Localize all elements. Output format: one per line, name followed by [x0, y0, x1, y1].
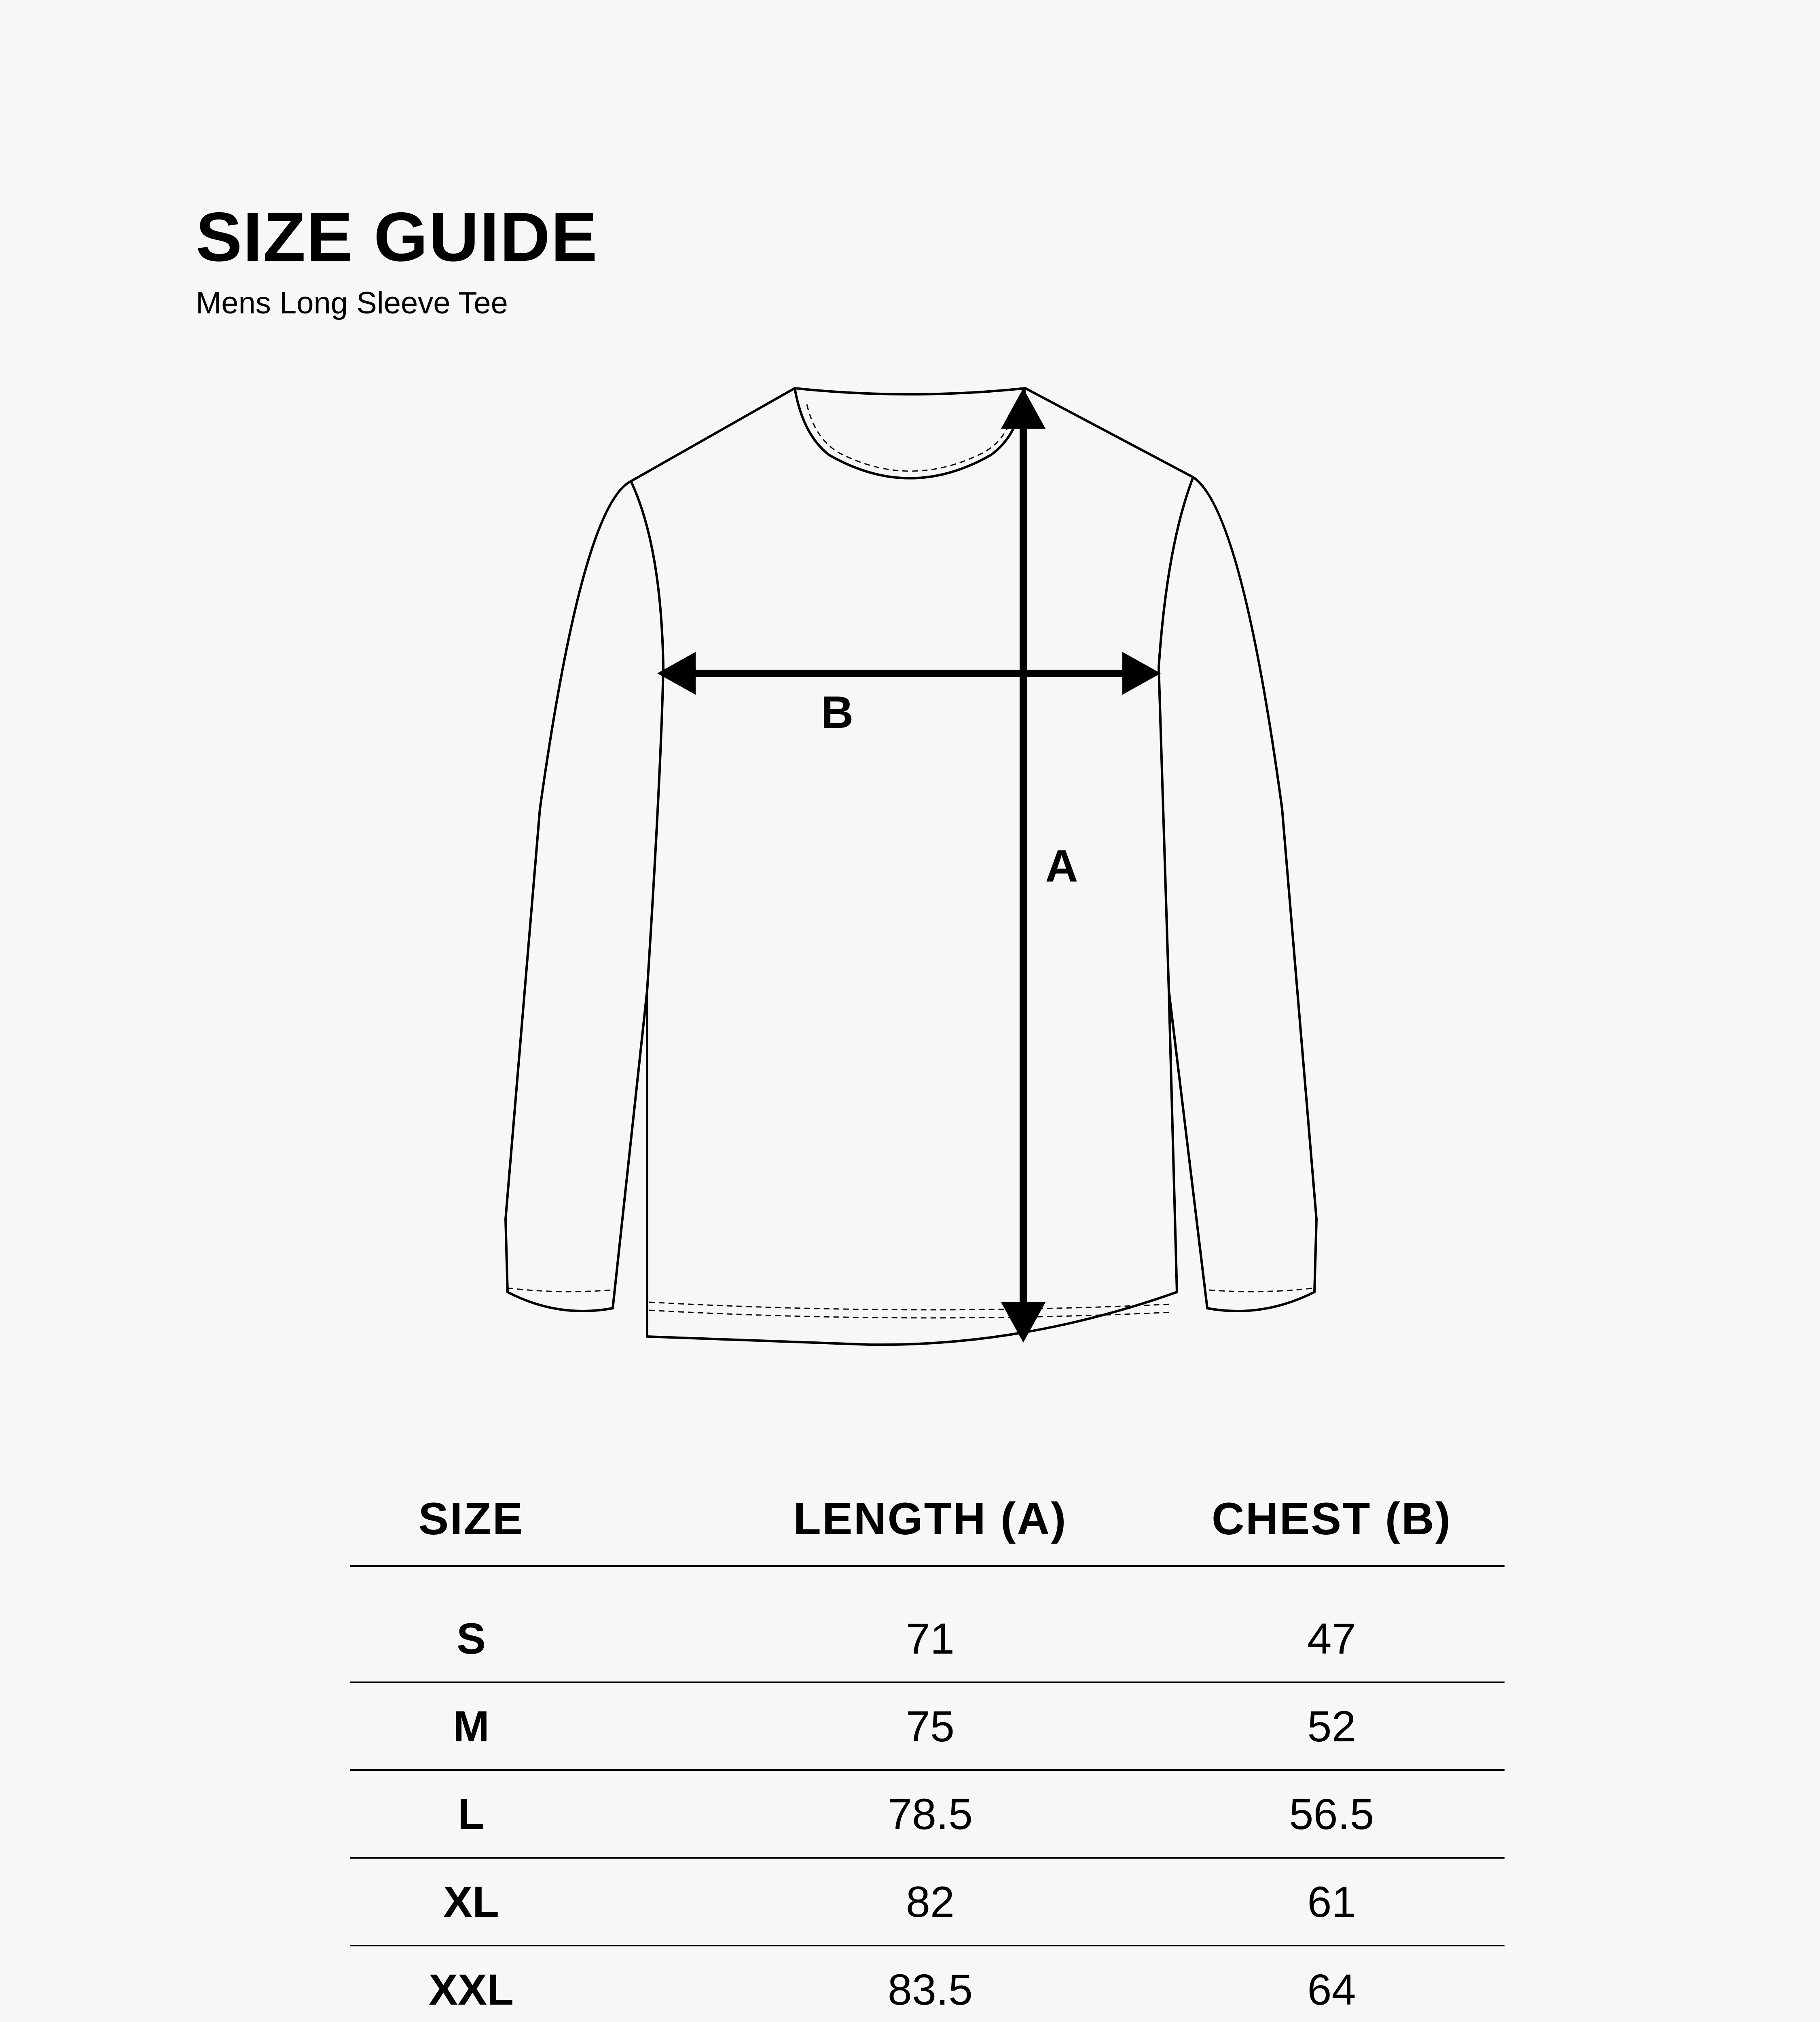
length-cell: 75: [906, 1702, 955, 1751]
chest-label-b: B: [821, 687, 854, 738]
length-cell: 71: [906, 1614, 955, 1663]
product-subtitle: Mens Long Sleeve Tee: [196, 286, 508, 320]
left-sleeve-outline: [506, 481, 647, 1311]
table-row: [350, 1857, 1505, 1945]
tee-body-outline: [631, 388, 1193, 1345]
right-cuff-stitching: [1209, 1288, 1314, 1292]
chest-cell: 47: [1307, 1614, 1356, 1663]
length-arrow-head-bottom: [1001, 1302, 1045, 1343]
size-cell: XXL: [428, 1965, 514, 2014]
table-row: [350, 1769, 1505, 1857]
right-sleeve-outline: [1169, 477, 1316, 1311]
size-table: [350, 1472, 1505, 2022]
table-row: [350, 1595, 1505, 1681]
table-row: [350, 1681, 1505, 1769]
length-cell: 78.5: [887, 1789, 973, 1838]
table-row: [350, 1945, 1505, 2022]
length-cell: 83.5: [887, 1965, 973, 2014]
chest-cell: 52: [1307, 1702, 1356, 1751]
header-size: SIZE: [418, 1493, 524, 1544]
size-cell: XL: [443, 1877, 499, 1926]
size-cell: M: [453, 1702, 489, 1751]
size-table-header: [350, 1472, 1505, 1567]
length-cell: 82: [906, 1877, 955, 1926]
size-cell: S: [456, 1614, 486, 1663]
page-title: SIZE GUIDE: [196, 198, 598, 276]
length-label-a: A: [1045, 841, 1078, 891]
size-cell: L: [458, 1789, 485, 1838]
chest-cell: 56.5: [1289, 1789, 1374, 1838]
chest-cell: 64: [1307, 1965, 1356, 2014]
hem-stitching: [649, 1302, 1171, 1310]
collar-outline: [795, 388, 1025, 478]
chest-cell: 61: [1307, 1877, 1356, 1926]
left-cuff-stitching: [508, 1288, 611, 1292]
header-length: LENGTH (A): [793, 1493, 1067, 1544]
chest-arrow-head-right: [1122, 652, 1161, 695]
header-chest: CHEST (B): [1211, 1493, 1452, 1544]
